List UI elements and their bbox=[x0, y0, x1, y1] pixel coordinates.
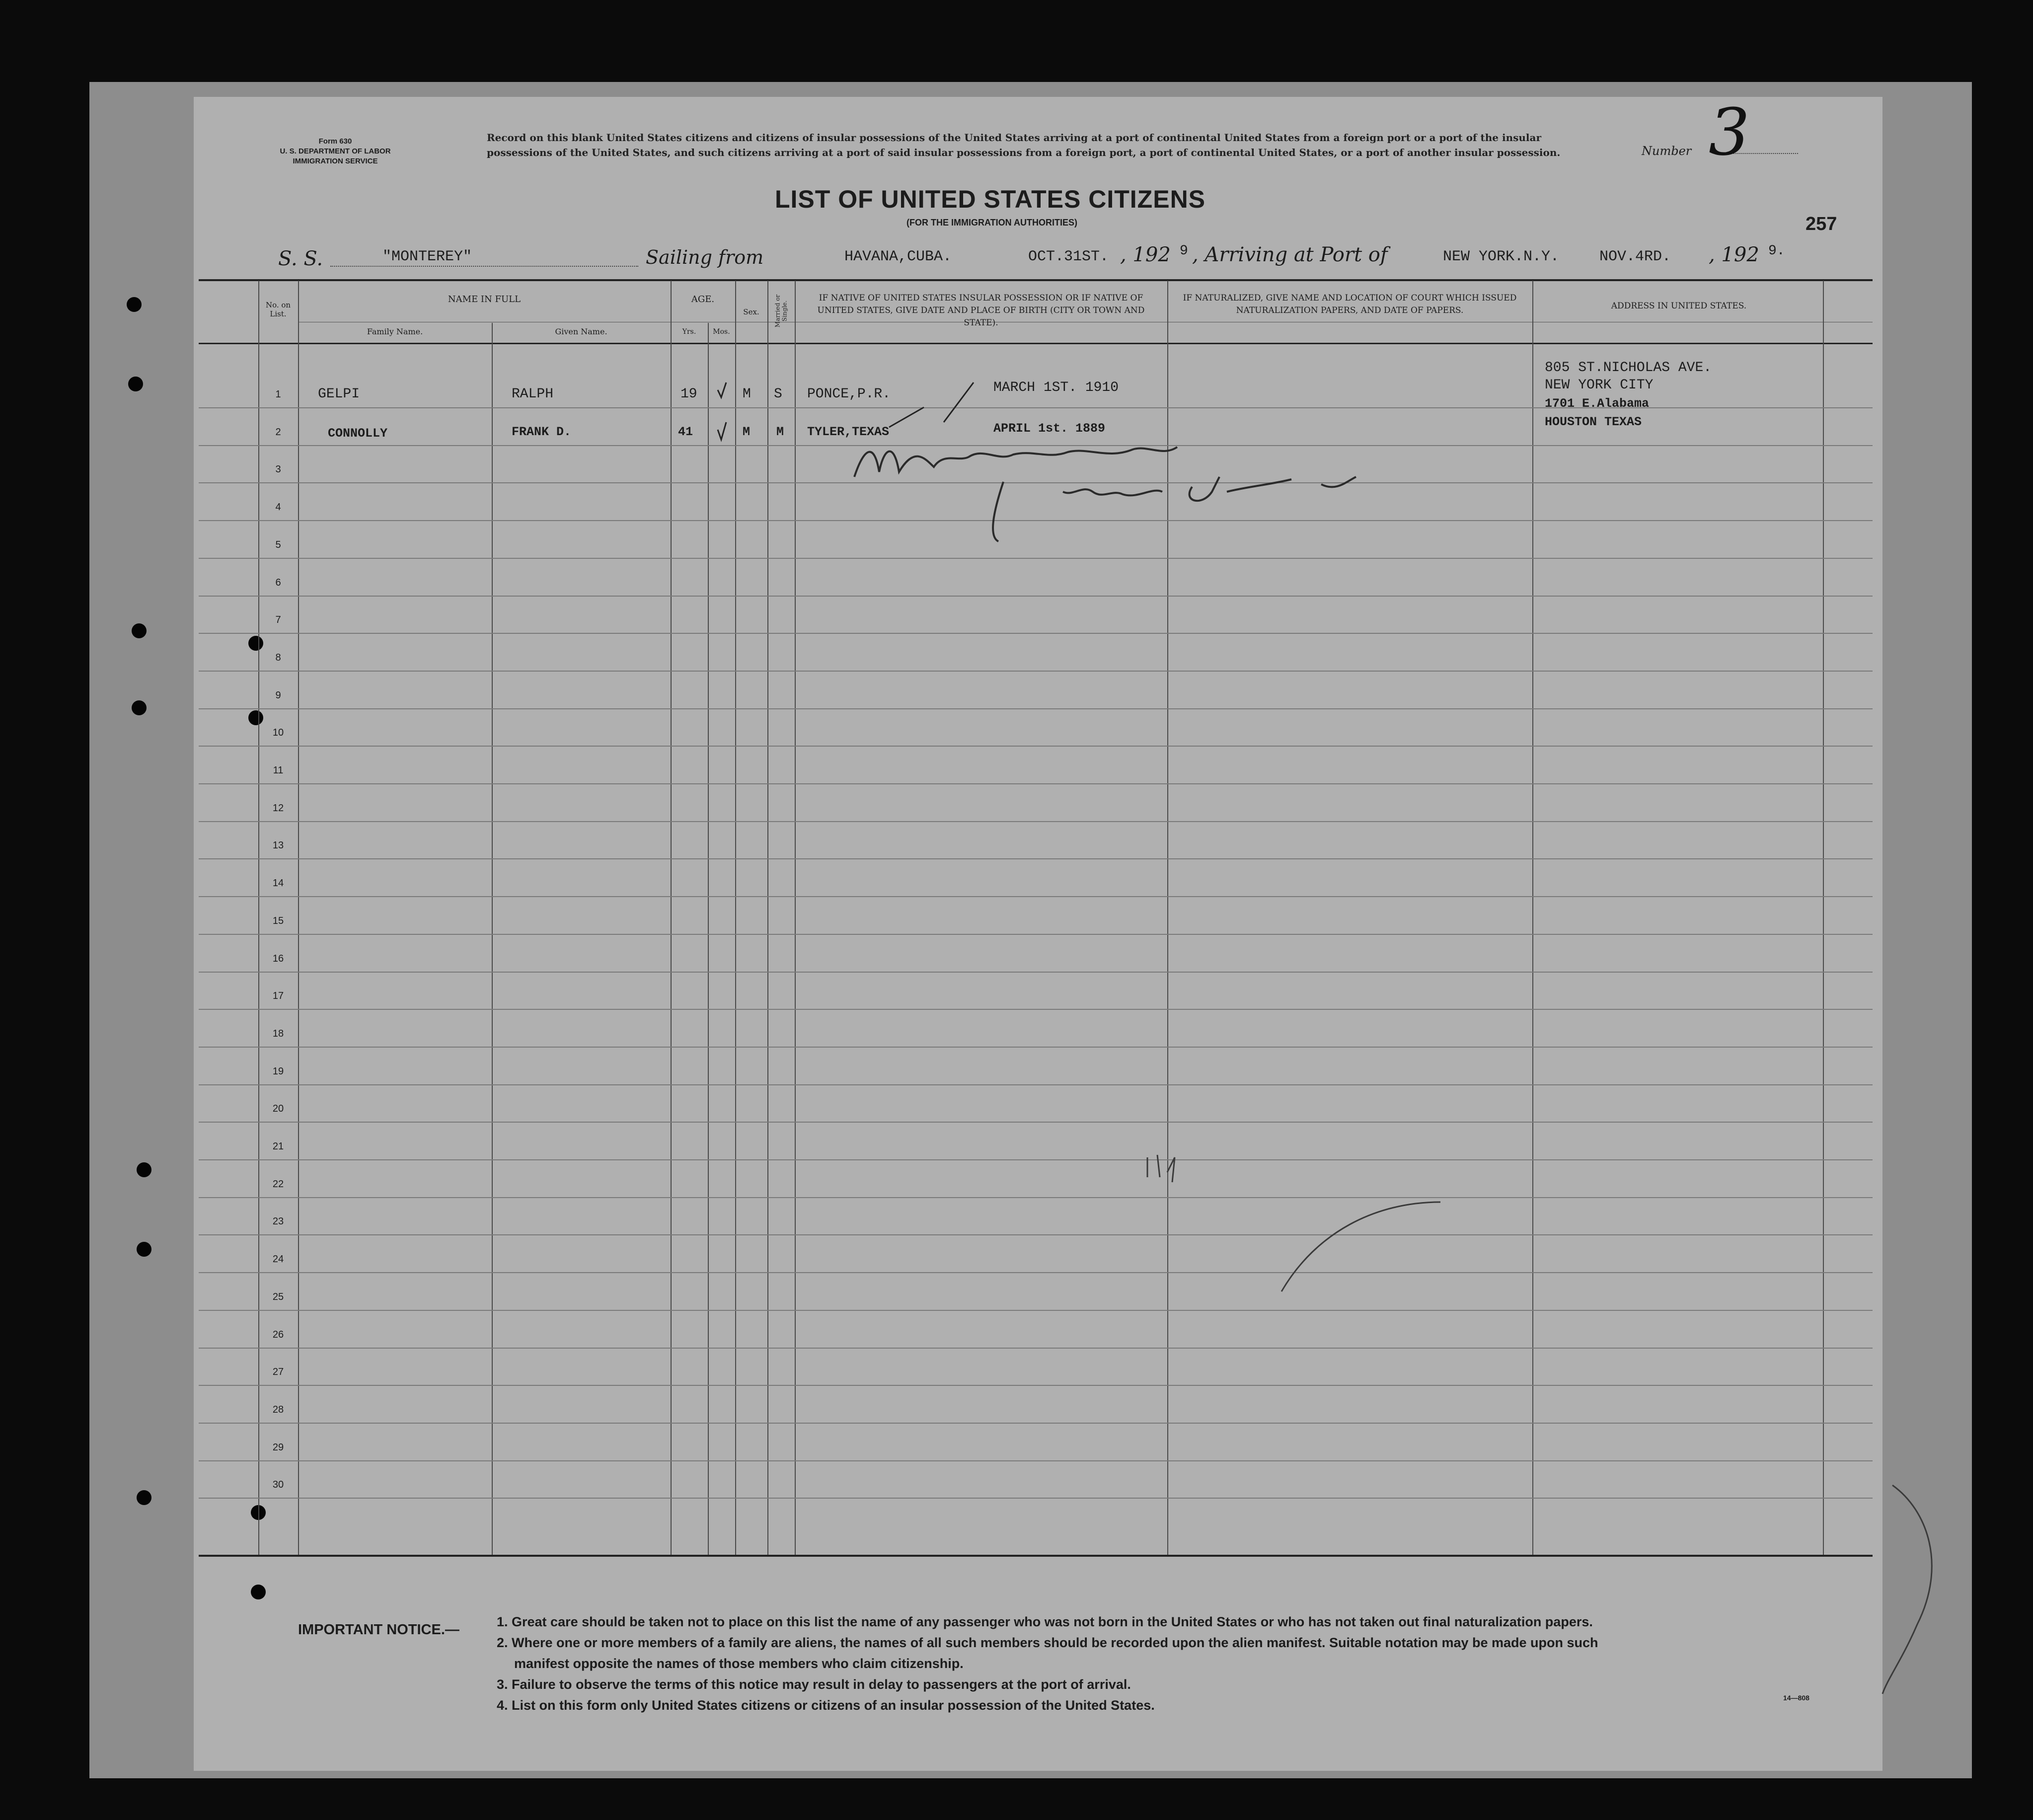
row-number: 8 bbox=[275, 652, 281, 663]
notice-item: manifest opposite the names of those members who claim citizenship. bbox=[514, 1656, 964, 1671]
sailing-year-label: , 192 bbox=[1120, 243, 1171, 266]
row-number: 30 bbox=[272, 1479, 284, 1490]
row-number: 13 bbox=[272, 840, 284, 851]
row-number: 27 bbox=[272, 1366, 284, 1377]
row-number: 25 bbox=[272, 1291, 284, 1302]
address-line2-cell: HOUSTON TEXAS bbox=[1545, 415, 1642, 429]
header-name-in-full: NAME IN FULL bbox=[448, 294, 521, 304]
header-family-name: Family Name. bbox=[367, 327, 423, 336]
row-number: 5 bbox=[275, 539, 281, 550]
row-number: 6 bbox=[275, 577, 281, 588]
row-number: 7 bbox=[275, 614, 281, 625]
check-mark bbox=[718, 422, 726, 440]
form-instructions: Record on this blank United States citizens and citizens of insular possessions of the United States arriving at a port of continental United States from a foreign port or a port of the insular possessions of the United States, and such citizens arriving at a port of said insular possessions from a foreign port, a port of continental United States, or a port of another insular possession. bbox=[487, 132, 1561, 158]
header-given-name: Given Name. bbox=[555, 327, 607, 336]
row-number: 16 bbox=[272, 953, 284, 964]
notice-item: 1. Great care should be taken not to place on this list the name of any passenger who was not born in the United States or who has not taken out final naturalization papers. bbox=[497, 1614, 1593, 1629]
header-sex: Sex. bbox=[743, 307, 759, 316]
notice-item: 3. Failure to observe the terms of this notice may result in delay to passengers at the port of arrival. bbox=[497, 1677, 1131, 1692]
arrival-date: NOV.4RD. bbox=[1599, 248, 1671, 265]
sex-cell: M bbox=[743, 386, 751, 402]
row-number: 26 bbox=[272, 1329, 284, 1340]
number-value: 3 bbox=[1709, 94, 1750, 170]
department-name: U. S. DEPARTMENT OF LABOR bbox=[280, 147, 391, 155]
row-number: 17 bbox=[272, 990, 284, 1001]
row-number: 22 bbox=[272, 1179, 284, 1190]
service-name: IMMIGRATION SERVICE bbox=[293, 157, 378, 165]
sailing-label: Sailing from bbox=[646, 246, 764, 268]
row-number: 12 bbox=[272, 803, 284, 814]
row-number: 21 bbox=[272, 1141, 284, 1152]
check-mark bbox=[889, 382, 974, 427]
form-subtitle: (FOR THE IMMIGRATION AUTHORITIES) bbox=[906, 218, 1077, 228]
header-address: ADDRESS IN UNITED STATES. bbox=[1611, 301, 1747, 311]
header-age: AGE. bbox=[691, 294, 715, 304]
arrival-port: NEW YORK.N.Y. bbox=[1443, 248, 1560, 265]
sailing-date: OCT.31ST. bbox=[1028, 248, 1109, 265]
row-number: 1 bbox=[275, 389, 281, 400]
row-number: 28 bbox=[272, 1404, 284, 1415]
birth-place-cell: TYLER,TEXAS bbox=[807, 425, 890, 439]
row-number: 15 bbox=[272, 915, 284, 926]
marital-status-cell: S bbox=[774, 386, 782, 402]
inspector-signature bbox=[854, 447, 1356, 541]
notice-heading: IMPORTANT NOTICE.— bbox=[298, 1622, 459, 1638]
header-no-on-list: No. on List. bbox=[265, 301, 291, 318]
row-number: 19 bbox=[272, 1066, 284, 1077]
footer-code: 14—808 bbox=[1783, 1694, 1809, 1702]
header-yrs: Yrs. bbox=[682, 328, 696, 336]
row-number: 2 bbox=[275, 427, 281, 438]
row-number: 9 bbox=[275, 690, 281, 701]
row-number: 18 bbox=[272, 1028, 284, 1039]
ss-label: S. S. bbox=[278, 247, 323, 270]
check-mark bbox=[718, 382, 726, 397]
row-number: 14 bbox=[272, 878, 284, 889]
arrival-year-label: , 192 bbox=[1709, 243, 1759, 266]
header-mos: Mos. bbox=[713, 328, 730, 336]
arriving-label: , Arriving at Port of bbox=[1192, 243, 1388, 266]
notice-item: 2. Where one or more members of a family are aliens, the names of all such members should be recorded upon the alien manifest. Suitable notation may be made upon such bbox=[497, 1635, 1598, 1650]
notice-item: 4. List on this form only United States citizens or citizens of an insular possession of the United States. bbox=[497, 1698, 1155, 1713]
birth-date-cell: APRIL 1st. 1889 bbox=[993, 421, 1106, 436]
family-name-cell: CONNOLLY bbox=[328, 426, 388, 441]
form-number: Form 630 bbox=[318, 137, 352, 146]
row-number: 20 bbox=[272, 1103, 284, 1114]
given-name-cell: FRANK D. bbox=[512, 425, 572, 439]
header-birth: IF NATIVE OF UNITED STATES INSULAR POSSESSION OR IF NATIVE OF UNITED STATES, GIVE DATE AND PLACE OF BIRTH (CITY OR TOWN AND STATE). bbox=[817, 293, 1145, 328]
row-number: 23 bbox=[272, 1216, 284, 1227]
row-number: 4 bbox=[275, 502, 281, 513]
address-line1-cell: 1701 E.Alabama bbox=[1545, 396, 1650, 411]
given-name-cell: RALPH bbox=[512, 386, 554, 402]
ship-name: "MONTEREY" bbox=[382, 248, 472, 265]
page-number: 257 bbox=[1806, 214, 1837, 234]
row-number: 10 bbox=[272, 727, 284, 738]
arrival-year-digit: 9. bbox=[1768, 243, 1785, 259]
birth-date-cell: MARCH 1ST. 1910 bbox=[993, 380, 1119, 395]
address-line2-cell: NEW YORK CITY bbox=[1545, 378, 1654, 393]
sex-cell: M bbox=[743, 425, 751, 439]
address-line1-cell: 805 ST.NICHOLAS AVE. bbox=[1545, 360, 1712, 376]
margin-pencil-marks bbox=[1147, 1155, 1932, 1694]
age-years-cell: 19 bbox=[680, 386, 697, 402]
row-number: 11 bbox=[273, 765, 284, 776]
form-title: LIST OF UNITED STATES CITIZENS bbox=[775, 185, 1206, 213]
sailing-year-digit: 9 bbox=[1180, 243, 1188, 259]
header-naturalized: IF NATURALIZED, GIVE NAME AND LOCATION OF COURT WHICH ISSUED NATURALIZATION PAPERS, AND DATE OF PAPERS. bbox=[1183, 293, 1517, 315]
header-married-single: Married or Single. bbox=[774, 294, 788, 328]
family-name-cell: GELPI bbox=[318, 386, 360, 402]
birth-place-cell: PONCE,P.R. bbox=[807, 386, 891, 402]
sailing-port: HAVANA,CUBA. bbox=[844, 248, 952, 265]
age-years-cell: 41 bbox=[678, 425, 693, 439]
row-number: 29 bbox=[272, 1442, 284, 1453]
number-label: Number bbox=[1642, 144, 1692, 158]
row-number: 3 bbox=[275, 464, 281, 475]
row-number: 24 bbox=[272, 1254, 284, 1265]
marital-status-cell: M bbox=[776, 425, 784, 439]
